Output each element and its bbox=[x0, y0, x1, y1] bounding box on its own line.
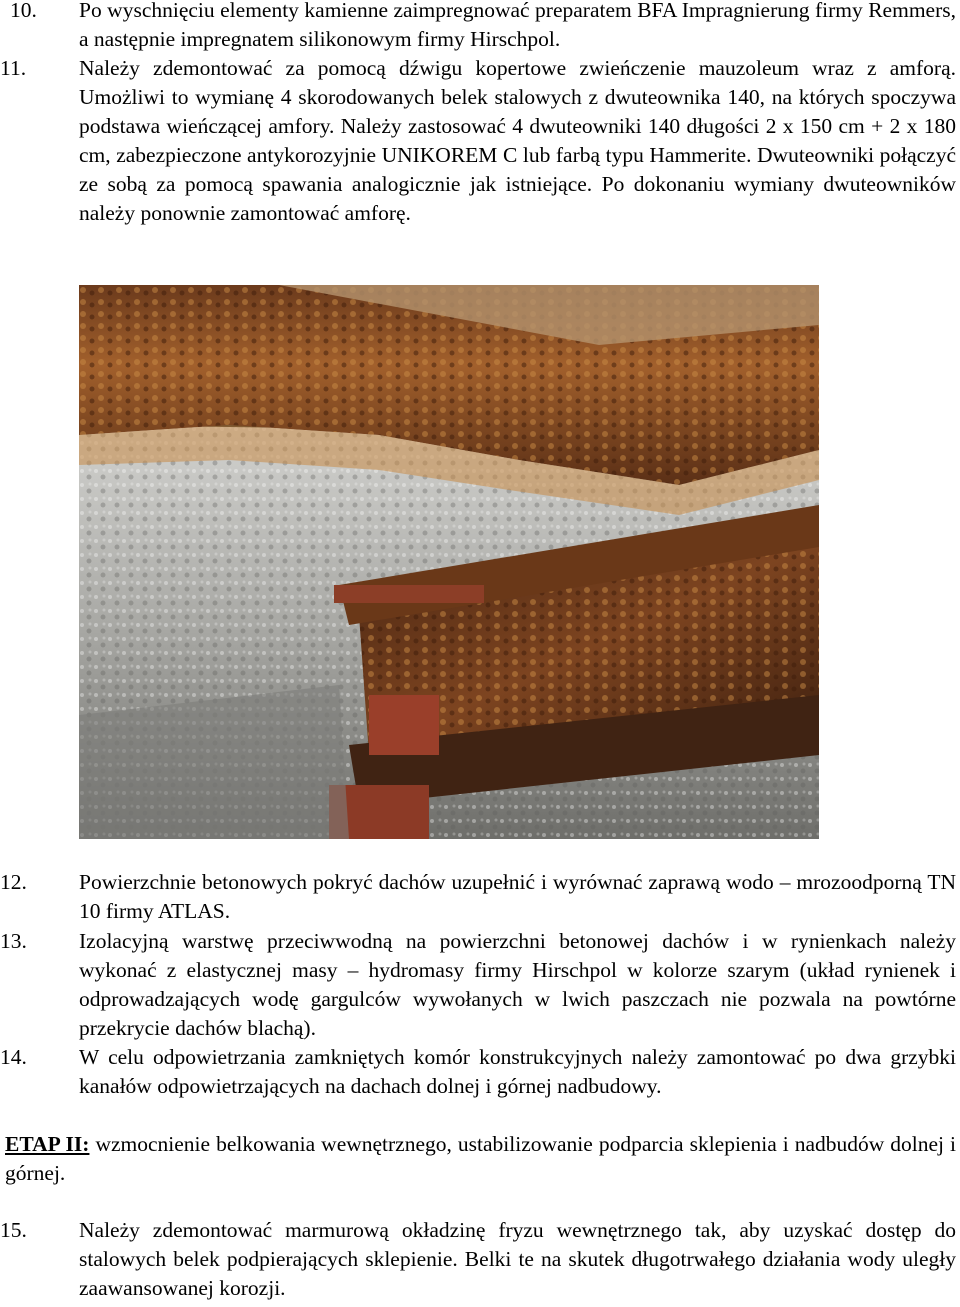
item-text: Należy zdemontować za pomocą dźwigu kopertowe zwieńczenie mauzoleum wraz z amforą. Umożliwi to wymianę 4 skorodowanych belek stalowych z dwuteownika 140, na których spoczywa podstawa wieńczącej amfory. Należy zastosować 4 dwuteowniki 140 długości 2 x 150 cm + 2 x 180 cm, zabezpieczone antykorozyjnie UNIKOREM C lub farbą typu Hammerite. Dwuteowniki połączyć ze sobą za pomocą spawania analogicznie jak istniejące. Po dokonaniu wymiany dwuteowników należy ponownie zamontować amforę. bbox=[79, 56, 956, 225]
item-number: 14. bbox=[0, 1045, 27, 1069]
item-text: Izolacyjną warstwę przeciwwodną na powierzchni betonowej dachów i w rynienkach należy wykonać z elastycznej masy – hydromasy firmy Hirschpol w kolorze szarym (układ rynienek i odprowadzających wodę gargulców wywołanych w lwich paszczach nie pozwala na powtórne przekrycie dachów blachą). bbox=[79, 929, 956, 1040]
stage-label: ETAP II: bbox=[5, 1132, 90, 1156]
list-item-10 bbox=[10, 0, 956, 54]
item-text: W celu odpowietrzania zamkniętych komór konstrukcyjnych należy zamontować po dwa grzybki kanałów odpowietrzających na dachach dolnej i górnej nadbudowy. bbox=[79, 1045, 956, 1098]
item-number: 13. bbox=[0, 929, 27, 953]
item-number: 12. bbox=[0, 870, 27, 894]
list-item-14 bbox=[0, 1043, 956, 1101]
stage-description: wzmocnienie belkowania wewnętrznego, ustabilizowanie podparcia sklepienia i nadbudów dolnej i górnej. bbox=[5, 1132, 956, 1185]
list-item-11 bbox=[0, 54, 956, 228]
item-number: 10. bbox=[10, 0, 37, 22]
list-item-12 bbox=[0, 868, 956, 926]
item-text: Należy zdemontować marmurową okładzinę fryzu wewnętrznego tak, aby uzyskać dostęp do stalowych belek podpierających sklepienie. Belki te na skutek długotrwałego działania wody uległy zaawansowanej korozji. bbox=[79, 1218, 956, 1300]
list-item-15 bbox=[0, 1216, 956, 1303]
stage-heading-paragraph bbox=[5, 1130, 956, 1188]
item-number: 11. bbox=[0, 56, 27, 80]
item-number: 15. bbox=[0, 1218, 27, 1242]
corroded-beams-photo bbox=[79, 285, 819, 839]
item-text: Po wyschnięciu elementy kamienne zaimpregnować preparatem BFA Impragnierung firmy Remmers, a następnie impregnatem silikonowym firmy Hirschpol. bbox=[79, 0, 956, 51]
item-text: Powierzchnie betonowych pokryć dachów uzupełnić i wyrównać zaprawą wodo – mrozoodporną TN 10 firmy ATLAS. bbox=[79, 870, 956, 923]
list-item-13 bbox=[0, 927, 956, 1043]
